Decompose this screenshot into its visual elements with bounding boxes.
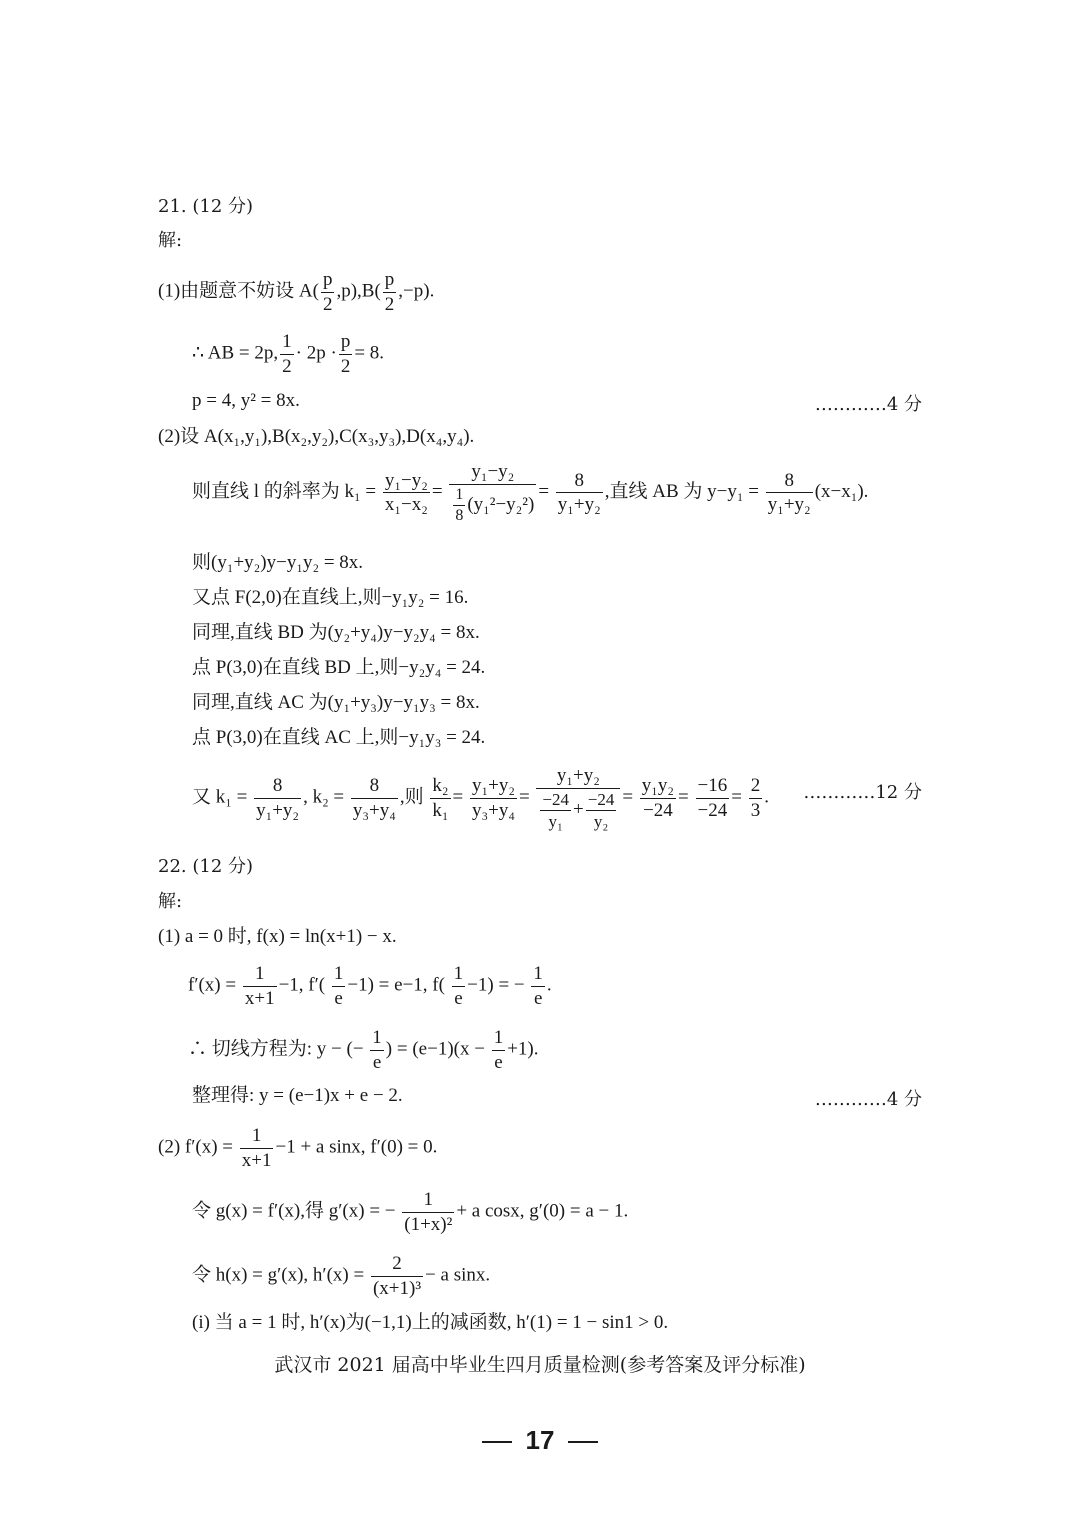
q21-ratio-equation: 又 k₁ = $\frac{8}{\text{y₁+y₂}}$ , k₂ = $\frac{8}{\text{y₃+y₄}}$ ,则 $\frac{\text{k₂}}{\text{k₁}}$ = $\frac{\text{y₁+y₂}}{\text{y₃+y₄}}$ = y₁+y₂ $\frac{-24}{\text{y₁}}$ + $\frac{-24}{\text{y₂}}$ = $\frac{\text{y₁y₂}}{-24}$ = $\frac{-16}{-24}$ = $\frac{2}{3}$ .	[192, 765, 769, 831]
q22-tidy: 整理得: y = (e−1)x + e − 2.	[192, 1085, 403, 1106]
q21-line-2: 又点 F(2,0)在直线上,则−y₁y₂ = 16.	[192, 587, 469, 608]
q21-line-1: 则(y₁+y₂)y−y₁y₂ = 8x.	[192, 552, 364, 573]
score-12-q21: …………12 分	[803, 782, 922, 803]
q21-line-4: 点 P(3,0)在直线 BD 上,则−y₂y₄ = 24.	[192, 657, 486, 678]
score-4-q21: …………4 分	[814, 394, 922, 415]
q21-line-3: 同理,直线 BD 为(y₂+y₄)y−y₂y₄ = 8x.	[192, 622, 480, 643]
q22-h-derivative: 令 h(x) = g′(x), h′(x) = $\frac{2}{\text{(x+1)³}}$ − a sinx.	[192, 1253, 491, 1299]
q21-slope-equation: 则直线 l 的斜率为 k₁ = $\frac{\text{y₁−y₂}}{\text{x₁−x₂}}$ = y₁−y₂ $\frac{1}{8}$ (y₁²−y₂²) = $\frac{8}{\text{y₁+y₂}}$ ,直线 AB 为 y−y₁ = $\frac{8}{\text{y₁+y₂}}$ (x−x₁).	[192, 461, 869, 524]
q21-jie: 解:	[158, 230, 183, 251]
page-number: 17	[0, 1425, 1080, 1456]
q21-header: 21. (12 分)	[158, 196, 254, 217]
q22-header: 22. (12 分)	[158, 856, 254, 877]
q21-ab-equation: ∴ AB = 2p, $\frac{1}{2}$ · 2p · $\frac{p}{2}$ = 8.	[192, 331, 385, 377]
q22-case-i: (i) 当 a = 1 时, h′(x)为(−1,1)上的减函数, h′(1) = 1 − sin1 > 0.	[192, 1312, 669, 1333]
q21-line-6: 点 P(3,0)在直线 AC 上,则−y₁y₃ = 24.	[192, 727, 486, 748]
q22-tangent-line: ∴ 切线方程为: y − (− $\frac{1}{e}$ ) = (e−1)(x − $\frac{1}{e}$ +1).	[188, 1027, 539, 1073]
q22-part2: (2) f′(x) = $\frac{1}{x+1}$ −1 + a sinx, f′(0) = 0.	[158, 1125, 438, 1171]
q21-part2: (2)设 A(x₁,y₁),B(x₂,y₂),C(x₃,y₃),D(x₄,y₄).	[158, 426, 475, 447]
q22-derivative-line: f′(x) = $\frac{1}{x+1}$ −1, f′( $\frac{1}{e}$ −1) = e−1, f( $\frac{1}{e}$ −1) = − $\frac{1}{e}$ .	[188, 963, 552, 1009]
q22-part1: (1) a = 0 时, f(x) = ln(x+1) − x.	[158, 926, 397, 947]
dash-right	[568, 1441, 598, 1443]
q21-result1: p = 4, y² = 8x.	[192, 390, 300, 411]
q21-line-5: 同理,直线 AC 为(y₁+y₃)y−y₁y₃ = 8x.	[192, 692, 480, 713]
score-4-q22: …………4 分	[814, 1089, 922, 1110]
q22-jie: 解:	[158, 891, 183, 912]
dash-left	[482, 1441, 512, 1443]
q21-part1: (1)由题意不妨设 A( $\frac{p}{2}$ ,p),B( $\frac{p}{2}$ ,−p).	[158, 269, 435, 315]
q22-g-derivative: 令 g(x) = f′(x),得 g′(x) = − $\frac{1}{\text{(1+x)²}}$ + a cosx, g′(0) = a − 1.	[192, 1189, 629, 1235]
document-footer: 武汉市 2021 届高中毕业生四月质量检测(参考答案及评分标准)	[274, 1354, 806, 1376]
